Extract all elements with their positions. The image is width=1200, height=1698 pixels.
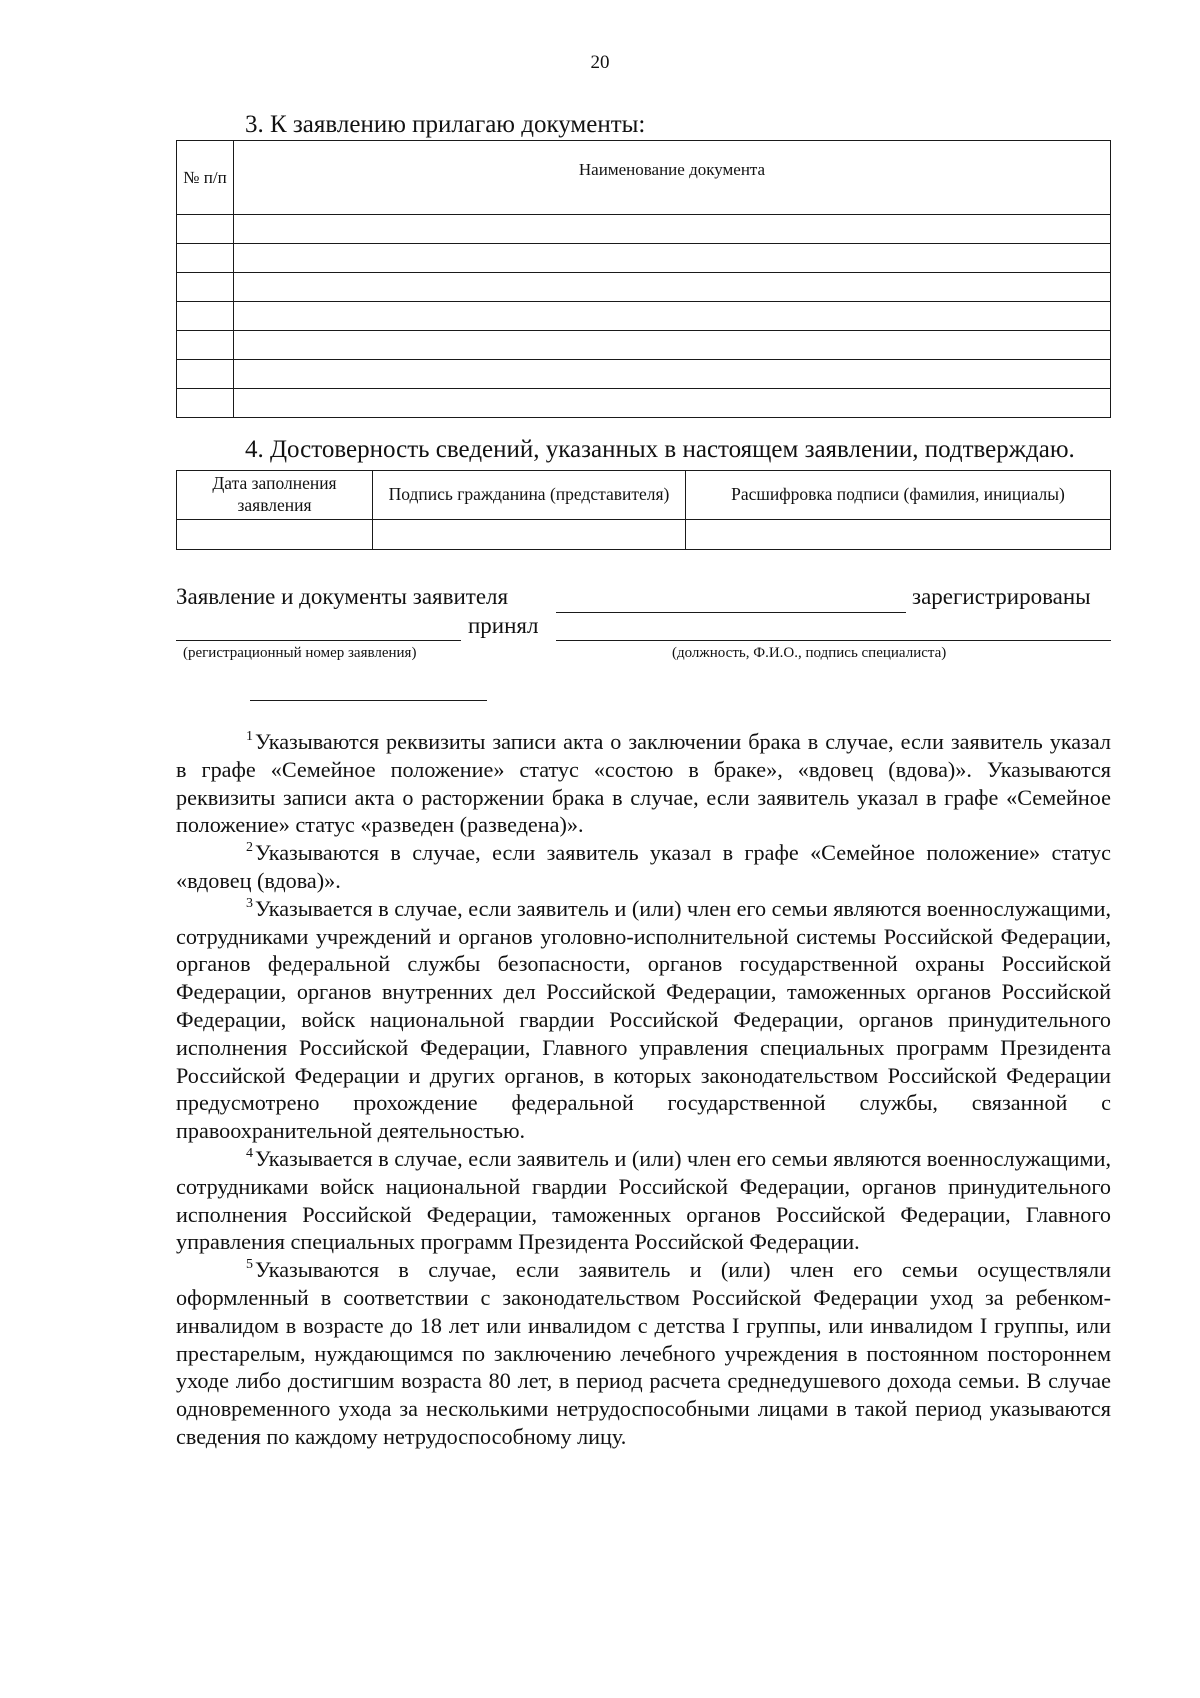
document-number-cell[interactable]: [177, 331, 234, 360]
document-name-cell[interactable]: [234, 331, 1111, 360]
registration-number-line[interactable]: [176, 640, 461, 641]
footnote-2: [176, 839, 1111, 895]
footnote-mark: 3: [246, 895, 253, 911]
page-number: 20: [590, 52, 610, 73]
specialist-line[interactable]: [556, 640, 1111, 641]
table-row: [177, 389, 1111, 418]
table-row: [177, 331, 1111, 360]
footnote-text: Указываются в случае, если заявитель указал в графе «Семейное положение» статус «вдовец (вдова)».: [176, 840, 1111, 893]
caption-specialist: (должность, Ф.И.О., подпись специалиста): [672, 645, 947, 661]
document-number-cell[interactable]: [177, 215, 234, 244]
footnote-mark: 1: [246, 729, 253, 744]
footnote-mark: 5: [246, 1257, 253, 1273]
table-row: [177, 273, 1111, 302]
document-name-cell[interactable]: [234, 389, 1111, 418]
documents-table-header: [177, 141, 1111, 215]
document-number-cell[interactable]: [177, 389, 234, 418]
document-name-cell[interactable]: [234, 360, 1111, 389]
document-name-cell[interactable]: [234, 215, 1111, 244]
document-name-cell[interactable]: [234, 244, 1111, 273]
table-row: [177, 215, 1111, 244]
registration-text-accepted: принял: [468, 613, 539, 638]
fill-date-cell[interactable]: [177, 520, 373, 550]
table-row: [177, 360, 1111, 389]
footnotes: [176, 728, 1111, 1451]
footnote-text: Указывается в случае, если заявитель и (или) член его семьи являются военнослужащими, сотрудниками учреждений и органов уголовно-исполнительной системы Российской Федерации, органов федеральной службы безопасности, органов государственной охраны Российской Федерации, органов внутренних дел Российской Федерации, таможенных органов Российской Федерации, войск национальной гвардии Российской Федерации, органов принудительного исполнения Российской Федерации, Главного управления специальных программ Президента Российской Федерации и других органов, в которых законодательством Российской Федерации предусмотрено прохождение федеральной государственной службы, связанной с правоохранительной деятельностью.: [176, 895, 1111, 1144]
footnote-text: Указывается в случае, если заявитель и (или) член его семьи являются военнослужащими, сотрудниками войск национальной гвардии Российской Федерации, органов принудительного исполнения Российской Федерации, таможенных органов Российской Федерации, Главного управления специальных программ Президента Российской Федерации.: [176, 1145, 1111, 1255]
section-3-heading: 3. К заявлению прилагаю документы:: [245, 111, 646, 138]
document-name-cell[interactable]: [234, 302, 1111, 331]
documents-table-body: [177, 215, 1111, 418]
footnote-mark: 4: [246, 1145, 253, 1161]
column-header-number: № п/п: [177, 141, 234, 215]
registration-text-start: Заявление и документы заявителя: [176, 584, 509, 609]
document-number-cell[interactable]: [177, 302, 234, 331]
registration-applicant-line[interactable]: [556, 612, 906, 613]
document-name-cell[interactable]: [234, 273, 1111, 302]
column-header-fill-date: Дата заполнения заявления: [177, 471, 373, 520]
document-number-cell[interactable]: [177, 273, 234, 302]
registration-text-registered: зарегистрированы: [912, 584, 1091, 609]
footnote-4: [176, 1145, 1111, 1256]
footnote-1: [176, 728, 1111, 839]
signature-cell[interactable]: [373, 520, 686, 550]
footnote-3: [176, 895, 1111, 1145]
footnote-mark: 2: [246, 840, 253, 856]
footnote-separator: [250, 700, 487, 701]
table-row: [177, 302, 1111, 331]
document-number-cell[interactable]: [177, 360, 234, 389]
document-number-cell[interactable]: [177, 244, 234, 273]
column-header-signature: Подпись гражданина (представителя): [373, 471, 686, 520]
signature-decode-cell[interactable]: [686, 520, 1111, 550]
table-row: [177, 520, 1111, 550]
signature-table-header: [177, 471, 1111, 520]
table-row: [177, 244, 1111, 273]
section-4-heading: 4. Достоверность сведений, указанных в настоящем заявлении, подтверждаю.: [245, 436, 1075, 463]
documents-table: [176, 140, 1111, 418]
signature-table: [176, 470, 1111, 550]
footnote-text: Указываются реквизиты записи акта о заключении брака в случае, если заявитель указал в графе «Семейное положение» статус «состою в браке», «вдовец (вдова)». Указываются реквизиты записи акта о расторжении брака в случае, если заявитель указал в графе «Семейное положение» статус «разведен (разведена)».: [176, 729, 1111, 838]
column-header-document-name: Наименование документа: [234, 141, 1111, 215]
footnote-text: Указываются в случае, если заявитель и (или) член его семьи осуществляли оформленный в соответствии с законодательством Российской Федерации уход за ребенком-инвалидом в возрасте до 18 лет или инвалидом с детства I группы, или инвалидом I группы, или престарелым, нуждающимся по заключению лечебного учреждения в постоянном постороннем уходе либо достигшим возраста 80 лет, в период расчета среднедушевого дохода семьи. В случае одновременного ухода за несколькими нетрудоспособными лицами в такой период указываются сведения по каждому нетрудоспособному лицу.: [176, 1257, 1111, 1449]
caption-registration-number: (регистрационный номер заявления): [183, 645, 417, 661]
footnote-5: [176, 1256, 1111, 1451]
column-header-signature-decode: Расшифровка подписи (фамилия, инициалы): [686, 471, 1111, 520]
